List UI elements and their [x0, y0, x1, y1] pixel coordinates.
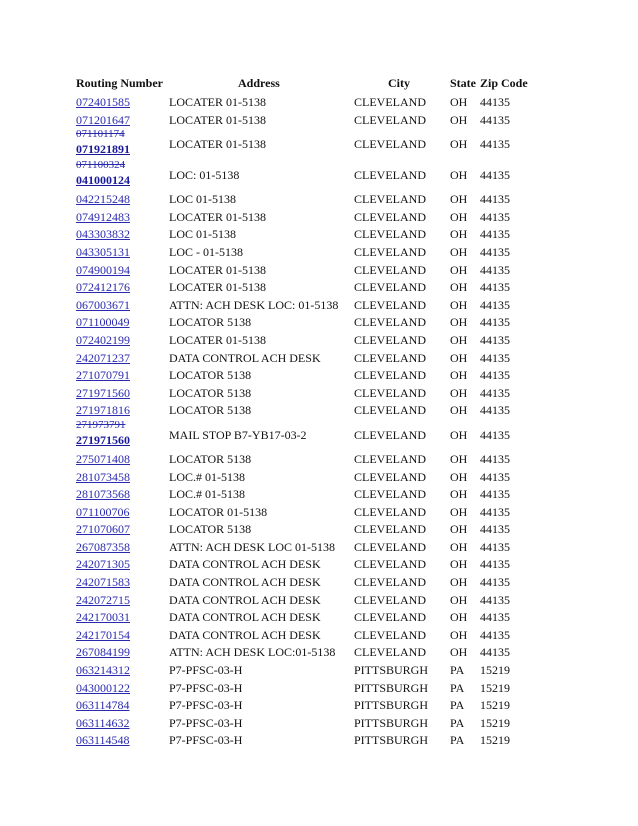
zip-cell: 15219	[480, 733, 510, 748]
zip-cell: 44135	[480, 297, 510, 312]
table-row	[76, 643, 556, 661]
routing-number-link[interactable]: 275071408	[76, 451, 130, 466]
zip-cell: 44135	[480, 592, 510, 607]
address-cell: LOCATER 01-5138	[169, 332, 266, 347]
city-cell: CLEVELAND	[354, 209, 426, 224]
address-cell: LOCATOR 5138	[169, 385, 252, 400]
state-cell: OH	[450, 315, 468, 330]
address-cell: LOC.# 01-5138	[169, 469, 245, 484]
address-cell: LOCATER 01-5138	[169, 280, 266, 295]
table-row	[76, 401, 556, 419]
table-row	[76, 696, 556, 714]
address-cell: LOCATOR 5138	[169, 451, 252, 466]
table-row	[76, 626, 556, 644]
table-row	[76, 384, 556, 402]
state-cell: OH	[450, 575, 468, 590]
zip-cell: 44135	[480, 469, 510, 484]
address-cell: MAIL STOP B7-YB17-03-2	[169, 427, 307, 442]
address-cell: ATTN: ACH DESK LOC: 01-5138	[169, 297, 339, 312]
header-row	[76, 76, 556, 93]
city-cell: CLEVELAND	[354, 504, 426, 519]
zip-cell: 44135	[480, 539, 510, 554]
address-cell: LOCATOR 5138	[169, 315, 252, 330]
table-row	[76, 278, 556, 296]
address-cell: LOCATER 01-5138	[169, 262, 266, 277]
city-cell: CLEVELAND	[354, 192, 426, 207]
routing-number-link[interactable]: 071100049	[76, 315, 130, 330]
city-cell: CLEVELAND	[354, 645, 426, 660]
state-cell: OH	[450, 385, 468, 400]
address-cell: LOC: 01-5138	[169, 168, 240, 183]
zip-cell: 44135	[480, 403, 510, 418]
city-cell: CLEVELAND	[354, 557, 426, 572]
address-cell: P7-PFSC-03-H	[169, 680, 243, 695]
zip-cell: 44135	[480, 95, 510, 109]
routing-number-link[interactable]: 071921891	[76, 142, 130, 157]
zip-cell: 44135	[480, 645, 510, 660]
city-cell: CLEVELAND	[354, 95, 426, 109]
routing-number-link[interactable]: 063114784	[76, 698, 130, 713]
zip-cell: 44135	[480, 227, 510, 242]
zip-cell: 15219	[480, 663, 510, 678]
zip-cell: 15219	[480, 698, 510, 713]
table-row	[76, 468, 556, 486]
zip-cell: 44135	[480, 332, 510, 347]
routing-number-link[interactable]: 271070607	[76, 522, 130, 537]
zip-cell: 15219	[480, 680, 510, 695]
state-cell: OH	[450, 645, 468, 660]
zip-cell: 44135	[480, 315, 510, 330]
state-cell: OH	[450, 137, 468, 152]
city-cell: CLEVELAND	[354, 280, 426, 295]
zip-cell: 44135	[480, 244, 510, 259]
header-address: Address	[238, 76, 280, 90]
zip-cell: 44135	[480, 137, 510, 152]
table-row	[76, 190, 556, 208]
state-cell: OH	[450, 95, 468, 109]
state-cell: OH	[450, 297, 468, 312]
city-cell: CLEVELAND	[354, 575, 426, 590]
zip-cell: 44135	[480, 350, 510, 365]
city-cell: CLEVELAND	[354, 262, 426, 277]
table-row	[76, 419, 556, 450]
address-cell: LOCATER 01-5138	[169, 112, 266, 127]
routing-number-link[interactable]: 242071583	[76, 575, 130, 590]
routing-number-link[interactable]: 242071237	[76, 350, 130, 365]
city-cell: PITTSBURGH	[354, 680, 429, 695]
table-row	[76, 679, 556, 697]
zip-cell: 44135	[480, 385, 510, 400]
table-row	[76, 485, 556, 503]
city-cell: CLEVELAND	[354, 315, 426, 330]
zip-cell: 15219	[480, 715, 510, 730]
routing-number-link[interactable]: 074900194	[76, 262, 130, 277]
zip-cell: 44135	[480, 112, 510, 127]
address-cell: LOCATOR 5138	[169, 403, 252, 418]
routing-number-link[interactable]: 271070791	[76, 368, 130, 383]
address-cell: DATA CONTROL ACH DESK	[169, 575, 321, 590]
city-cell: PITTSBURGH	[354, 698, 429, 713]
state-cell: OH	[450, 539, 468, 554]
routing-number-link[interactable]: 271971560	[76, 385, 130, 400]
routing-number-link[interactable]: 043000122	[76, 680, 130, 695]
zip-cell: 44135	[480, 522, 510, 537]
state-cell: OH	[450, 469, 468, 484]
routing-number-link[interactable]: 242170031	[76, 610, 130, 625]
table-row	[76, 261, 556, 279]
table-row	[76, 296, 556, 314]
routing-number-link[interactable]: 071201647	[76, 112, 130, 127]
city-cell: CLEVELAND	[354, 137, 426, 152]
address-cell: P7-PFSC-03-H	[169, 698, 243, 713]
state-cell: PA	[450, 680, 465, 695]
header-routing-number: Routing Number	[76, 76, 164, 90]
state-cell: OH	[450, 262, 468, 277]
header-city: City	[388, 76, 410, 90]
routing-number-link[interactable]: 267087358	[76, 539, 130, 554]
address-cell: DATA CONTROL ACH DESK	[169, 557, 321, 572]
table-row	[76, 331, 556, 349]
zip-cell: 44135	[480, 575, 510, 590]
address-cell: ATTN: ACH DESK LOC:01-5138	[169, 645, 336, 660]
state-cell: OH	[450, 403, 468, 418]
table-row	[76, 313, 556, 331]
routing-number-link[interactable]: 271971560	[76, 432, 130, 447]
routing-number-link[interactable]: 071100706	[76, 504, 130, 519]
zip-cell: 44135	[480, 368, 510, 383]
state-cell: OH	[450, 112, 468, 127]
routing-number-link[interactable]: 042215248	[76, 192, 130, 207]
city-cell: PITTSBURGH	[354, 663, 429, 678]
state-cell: OH	[450, 487, 468, 502]
zip-cell: 44135	[480, 557, 510, 572]
state-cell: OH	[450, 227, 468, 242]
routing-number-link[interactable]: 041000124	[76, 173, 130, 188]
state-cell: OH	[450, 522, 468, 537]
table-row	[76, 555, 556, 573]
city-cell: CLEVELAND	[354, 297, 426, 312]
table-row	[76, 573, 556, 591]
zip-cell: 44135	[480, 610, 510, 625]
state-cell: PA	[450, 663, 465, 678]
table-row	[76, 520, 556, 538]
routing-number-link[interactable]: 242170154	[76, 627, 130, 642]
address-cell: DATA CONTROL ACH DESK	[169, 627, 321, 642]
table-row	[76, 111, 556, 129]
state-cell: OH	[450, 557, 468, 572]
zip-cell: 44135	[480, 192, 510, 207]
table-row	[76, 93, 556, 111]
city-cell: CLEVELAND	[354, 350, 426, 365]
city-cell: CLEVELAND	[354, 469, 426, 484]
address-cell: LOCATOR 5138	[169, 522, 252, 537]
city-cell: CLEVELAND	[354, 592, 426, 607]
address-cell: DATA CONTROL ACH DESK	[169, 610, 321, 625]
routing-number-link[interactable]: 267084199	[76, 645, 130, 660]
table-row	[76, 243, 556, 261]
zip-cell: 44135	[480, 280, 510, 295]
table-row	[76, 591, 556, 609]
city-cell: CLEVELAND	[354, 403, 426, 418]
address-cell: P7-PFSC-03-H	[169, 733, 243, 748]
routing-number-link[interactable]: 072412176	[76, 280, 130, 295]
routing-number-link[interactable]: 063114632	[76, 715, 130, 730]
zip-cell: 44135	[480, 262, 510, 277]
table-row	[76, 538, 556, 556]
state-cell: PA	[450, 698, 465, 713]
address-cell: ATTN: ACH DESK LOC 01-5138	[169, 539, 336, 554]
address-cell: LOCATER 01-5138	[169, 209, 266, 224]
routing-number-link[interactable]: 072401585	[76, 95, 130, 109]
state-cell: OH	[450, 627, 468, 642]
zip-cell: 44135	[480, 168, 510, 183]
table-row	[76, 450, 556, 468]
table-row	[76, 225, 556, 243]
address-cell: LOC 01-5138	[169, 227, 236, 242]
city-cell: CLEVELAND	[354, 112, 426, 127]
address-cell: P7-PFSC-03-H	[169, 715, 243, 730]
city-cell: CLEVELAND	[354, 522, 426, 537]
routing-number-link[interactable]: 281073568	[76, 487, 130, 502]
table-row	[76, 731, 556, 749]
table-row	[76, 349, 556, 367]
state-cell: OH	[450, 368, 468, 383]
table-row	[76, 661, 556, 679]
city-cell: CLEVELAND	[354, 610, 426, 625]
routing-number-link[interactable]: 043305131	[76, 244, 130, 259]
address-cell: LOC 01-5138	[169, 192, 236, 207]
address-cell: P7-PFSC-03-H	[169, 663, 243, 678]
routing-number-link[interactable]: 281073458	[76, 469, 130, 484]
city-cell: CLEVELAND	[354, 368, 426, 383]
table-row	[76, 503, 556, 521]
state-cell: OH	[450, 592, 468, 607]
state-cell: PA	[450, 733, 465, 748]
zip-cell: 44135	[480, 487, 510, 502]
state-cell: OH	[450, 168, 468, 183]
zip-cell: 44135	[480, 427, 510, 442]
routing-number-link[interactable]: 271971816	[76, 403, 130, 418]
city-cell: CLEVELAND	[354, 427, 426, 442]
state-cell: OH	[450, 209, 468, 224]
routing-number-link[interactable]: 063114548	[76, 733, 130, 748]
state-cell: OH	[450, 332, 468, 347]
routing-number-link[interactable]: 067003671	[76, 297, 130, 312]
city-cell: PITTSBURGH	[354, 715, 429, 730]
city-cell: CLEVELAND	[354, 627, 426, 642]
zip-cell: 44135	[480, 627, 510, 642]
old-routing-number-link[interactable]: 071101174	[76, 128, 125, 141]
routing-number-link[interactable]: 242072715	[76, 592, 130, 607]
zip-cell: 44135	[480, 451, 510, 466]
city-cell: CLEVELAND	[354, 332, 426, 347]
city-cell: CLEVELAND	[354, 385, 426, 400]
table-row	[76, 208, 556, 226]
state-cell: OH	[450, 451, 468, 466]
city-cell: PITTSBURGH	[354, 733, 429, 748]
header-zip-code: Zip Code	[480, 76, 528, 90]
routing-number-link[interactable]: 242071305	[76, 557, 130, 572]
state-cell: OH	[450, 192, 468, 207]
table-row	[76, 366, 556, 384]
state-cell: OH	[450, 244, 468, 259]
state-cell: OH	[450, 280, 468, 295]
address-cell: DATA CONTROL ACH DESK	[169, 592, 321, 607]
old-routing-number-link[interactable]: 071100324	[76, 159, 126, 172]
address-cell: LOCATOR 5138	[169, 368, 252, 383]
state-cell: OH	[450, 350, 468, 365]
table-row	[76, 714, 556, 732]
address-cell: DATA CONTROL ACH DESK	[169, 350, 321, 365]
zip-cell: 44135	[480, 209, 510, 224]
routing-table	[76, 76, 556, 749]
table-row	[76, 128, 556, 159]
city-cell: CLEVELAND	[354, 487, 426, 502]
city-cell: CLEVELAND	[354, 244, 426, 259]
table-row	[76, 608, 556, 626]
zip-cell: 44135	[480, 504, 510, 519]
header-state: State	[450, 76, 476, 90]
old-routing-number-link[interactable]: 271973791	[76, 418, 126, 431]
state-cell: OH	[450, 610, 468, 625]
city-cell: CLEVELAND	[354, 451, 426, 466]
routing-number-link[interactable]: 072402199	[76, 332, 130, 347]
city-cell: CLEVELAND	[354, 539, 426, 554]
city-cell: CLEVELAND	[354, 168, 426, 183]
address-cell: LOC.# 01-5138	[169, 487, 245, 502]
address-cell: LOCATER 01-5138	[169, 137, 266, 152]
state-cell: PA	[450, 715, 465, 730]
state-cell: OH	[450, 504, 468, 519]
routing-number-link[interactable]: 043303832	[76, 227, 130, 242]
table-row	[76, 159, 556, 190]
address-cell: LOCATER 01-5138	[169, 95, 266, 109]
state-cell: OH	[450, 427, 468, 442]
city-cell: CLEVELAND	[354, 227, 426, 242]
address-cell: LOCATOR 01-5138	[169, 504, 268, 519]
routing-number-link[interactable]: 074912483	[76, 209, 130, 224]
routing-number-link[interactable]: 063214312	[76, 663, 130, 678]
address-cell: LOC - 01-5138	[169, 244, 243, 259]
table-body	[76, 93, 556, 749]
